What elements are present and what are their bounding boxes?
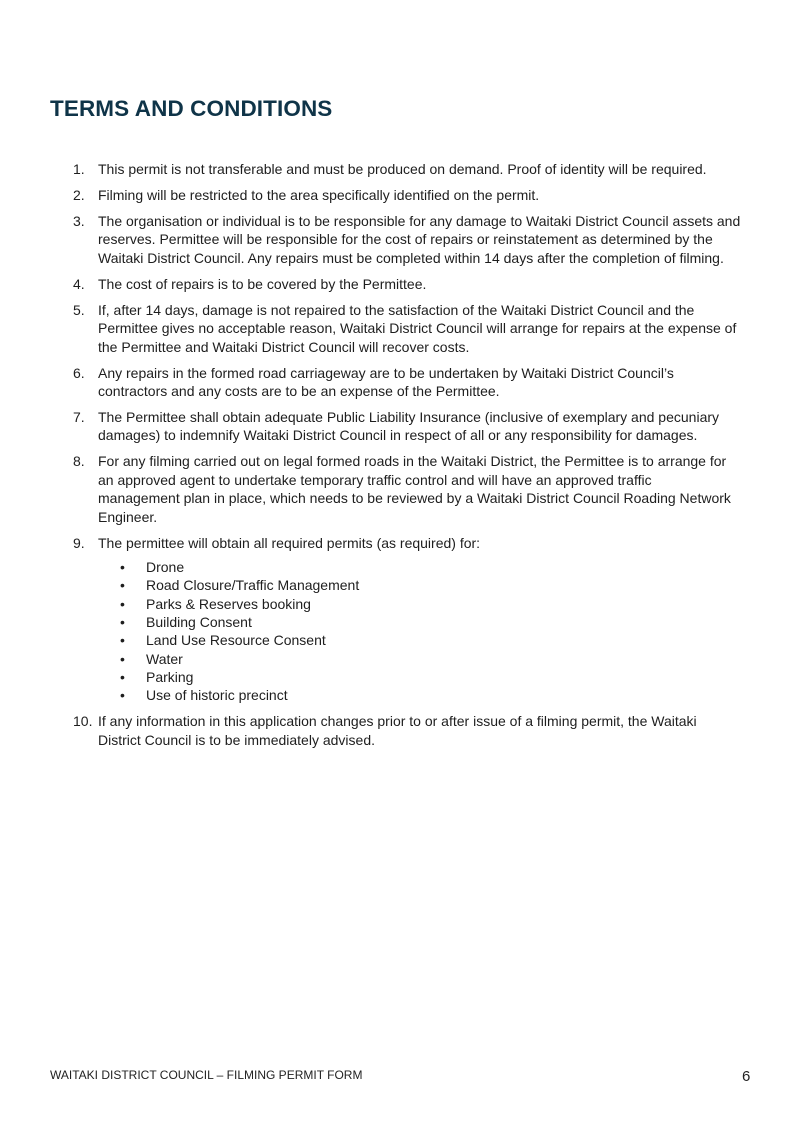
bullet-icon: • [120, 559, 125, 576]
item-text: Filming will be restricted to the area specifically identified on the permit. [98, 187, 540, 203]
item-number: 3. [73, 213, 85, 229]
item-text: damages) to indemnify Waitaki District Council in respect of all or any responsibility for damages. [98, 427, 698, 444]
item-text: Permittee gives no acceptable reason, Waitaki District Council will arrange for repairs at the expense of [98, 320, 737, 337]
bullet-item [98, 613, 800, 631]
bullet-icon: • [120, 687, 125, 704]
item-text: management plan in place, which needs to be reviewed by a Waitaki District Council Roading Network [98, 490, 731, 507]
list-item [0, 275, 800, 293]
item-number: 4. [73, 275, 85, 292]
list-item [0, 212, 800, 267]
item-text: contractors and any costs are to be an expense of the Permittee. [98, 383, 500, 400]
bullet-icon: • [120, 650, 125, 667]
terms-list [0, 160, 800, 757]
item-number: 9. [73, 534, 85, 551]
list-item [0, 534, 800, 705]
list-item [0, 364, 800, 401]
item-text: If any information in this application changes prior to or after issue of a filming permit, the Waitaki [98, 713, 697, 730]
item-number: 6. [73, 364, 85, 381]
list-item [0, 301, 800, 356]
page-number: 6 [742, 1068, 751, 1085]
list-item [0, 452, 800, 526]
item-text: reserves. Permittee will be responsible for the cost of repairs or reinstatement as determined by the [98, 231, 713, 248]
footer-text: WAITAKI DISTRICT COUNCIL – FILMING PERMIT FORM [50, 1068, 363, 1082]
item-number: 10. [73, 713, 93, 730]
item-text: The cost of repairs is to be covered by the Permittee. [98, 275, 427, 292]
bullet-item [98, 650, 800, 668]
bullet-icon: • [120, 577, 125, 594]
item-number: 2. [73, 187, 85, 203]
item-number: 5. [73, 301, 85, 318]
list-item [0, 712, 800, 749]
permit-types-list [98, 558, 800, 705]
item-text: The Permittee shall obtain adequate Public Liability Insurance (inclusive of exemplary and pecuniary [98, 409, 720, 426]
bullet-item [98, 631, 800, 649]
bullet-icon: • [120, 669, 125, 686]
bullet-text: Use of historic precinct [146, 687, 288, 704]
item-number: 8. [73, 453, 85, 470]
bullet-text: Parks & Reserves booking [146, 595, 311, 612]
bullet-text: Land Use Resource Consent [146, 632, 326, 649]
page-title: TERMS AND CONDITIONS [50, 96, 333, 121]
item-text: If, after 14 days, damage is not repaired to the satisfaction of the Waitaki District Council and the [98, 301, 695, 318]
item-text: Waitaki District Council. Any repairs must be completed within 14 days after the completion of filming. [98, 249, 724, 266]
bullet-text: Building Consent [146, 614, 252, 631]
item-number: 1. [73, 161, 85, 177]
bullet-item [98, 595, 800, 613]
item-text: Engineer. [98, 508, 158, 525]
bullet-text: Road Closure/Traffic Management [146, 577, 360, 594]
bullet-item [98, 558, 800, 576]
item-text: The organisation or individual is to be responsible for any damage to Waitaki District Council assets and [98, 213, 741, 229]
item-number: 7. [73, 409, 85, 426]
bullet-text: Drone [146, 559, 185, 576]
bullet-text: Parking [146, 669, 194, 686]
item-text: The permittee will obtain all required permits (as required) for: [98, 534, 481, 551]
list-item [0, 160, 800, 178]
item-text: For any filming carried out on legal formed roads in the Waitaki District, the Permittee is to arrange for [98, 453, 727, 470]
bullet-item [98, 668, 800, 686]
bullet-item [98, 686, 800, 704]
item-text: Any repairs in the formed road carriageway are to be undertaken by Waitaki District Council’s [98, 364, 674, 381]
list-item [0, 408, 800, 445]
bullet-icon: • [120, 614, 125, 631]
bullet-icon: • [120, 632, 125, 649]
list-item [0, 186, 800, 204]
item-text: the Permittee and Waitaki District Council will recover costs. [98, 338, 470, 355]
bullet-item [98, 576, 800, 594]
item-text: This permit is not transferable and must be produced on demand. Proof of identity will be required. [98, 161, 707, 177]
item-text: District Council is to be immediately advised. [98, 731, 375, 748]
bullet-icon: • [120, 595, 125, 612]
bullet-text: Water [146, 650, 183, 667]
item-text: an approved agent to undertake temporary traffic control and will have an approved traffic [98, 471, 652, 488]
